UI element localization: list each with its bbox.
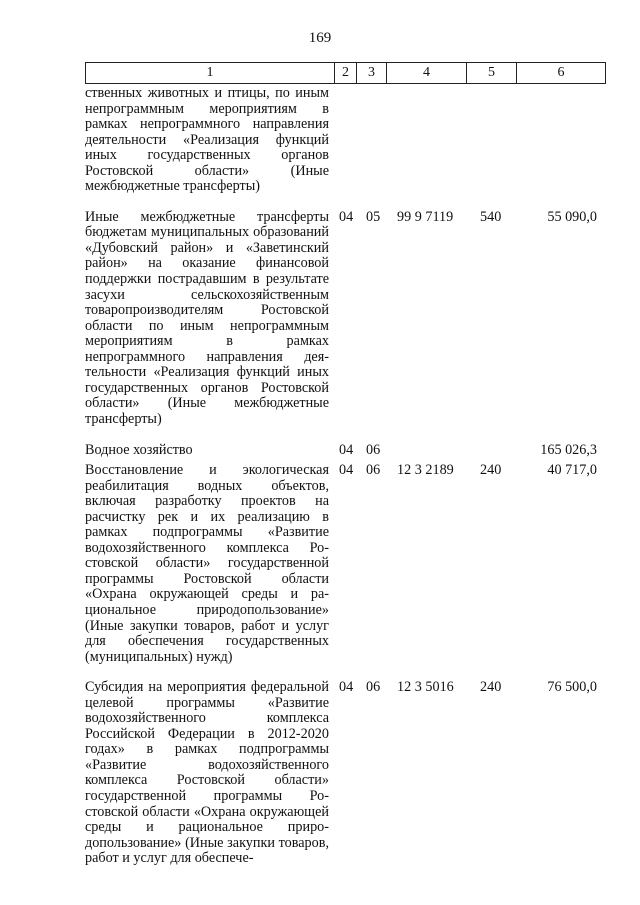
column-header-5: 5: [467, 63, 517, 84]
row-description: Субсидия на мероприятия федеральной целевой программы «Развитие водохозяйственного комплекса Российской Федерации в 2012-2020 годах» в рамках подпрограммы «Развитие водохозяйственного комплекса Ростовской области» государственной программы Ростовской области «Охрана окружающей среды и рациональное природопользование» (Иные закупки товаров, работ и услуг для обеспече-: [85, 679, 329, 867]
table-row: [85, 680, 605, 867]
table-row: [85, 463, 605, 665]
row-amount: 40 717,0: [547, 462, 597, 479]
row-target-item: 99 9 7119: [397, 208, 454, 225]
row-subsection: 05: [366, 208, 381, 225]
row-section: 04: [339, 462, 354, 479]
row-subsection: 06: [366, 679, 381, 696]
column-header-2: 2: [335, 63, 357, 84]
row-target-item: 12 3 2189: [397, 462, 454, 479]
column-header-4: 4: [387, 63, 467, 84]
row-expense-type: 540: [480, 208, 502, 225]
row-amount: 55 090,0: [547, 208, 597, 225]
column-header-1: 1: [86, 63, 335, 84]
table-row: [85, 443, 605, 459]
page-number: 169: [308, 30, 332, 46]
row-subsection: 06: [366, 442, 381, 459]
column-header-3: 3: [357, 63, 387, 84]
column-header-table: [85, 62, 606, 84]
row-description: ственных животных и птицы, по иным непрограммным мероприятиям в рамках непрограммного направления деятельности «Реализация функций иных государственных органов Ростовской области» (Иные межбюджетные трансферты): [85, 85, 329, 195]
row-description: Водное хозяйство: [85, 442, 193, 459]
row-section: 04: [339, 442, 354, 459]
row-target-item: 12 3 5016: [397, 679, 454, 696]
column-header-6: 6: [517, 63, 606, 84]
row-description: Иные межбюджетные трансферты бюджетам муниципальных образований «Дубовский район» и «Заветинский район» на оказание финансовой поддержки пострадавшим в результате засухи сельскохозяйственным товаропроизводителям Ростовской области по иным непрограммным мероприятиям в рамках непрограммного направления деятельности «Реализация функций иных государственных органов Ростовской области» (Иные межбюджетные трансферты): [85, 208, 329, 427]
row-expense-type: 240: [480, 679, 502, 696]
row-amount: 165 026,3: [540, 442, 597, 459]
row-expense-type: 240: [480, 462, 502, 479]
budget-table-body: [85, 86, 605, 867]
row-description: Восстановление и экологическая реабилитация водных объектов, включая разработку проектов на расчистку рек и их реализацию в рамках подпрограммы «Развитие водохозяйственного комплекса Ростовской области» государственной программы Ростовской области «Охрана окружающей среды и рациональное природопользование» (Иные закупки товаров, работ и услуг для обеспечения государственных (муниципальных) нужд): [85, 462, 329, 665]
row-subsection: 06: [366, 462, 381, 479]
row-amount: 76 500,0: [547, 679, 597, 696]
column-header-row: [86, 63, 606, 84]
row-section: 04: [339, 208, 354, 225]
table-row: [85, 210, 605, 428]
row-section: 04: [339, 679, 354, 696]
table-row: [85, 86, 605, 195]
